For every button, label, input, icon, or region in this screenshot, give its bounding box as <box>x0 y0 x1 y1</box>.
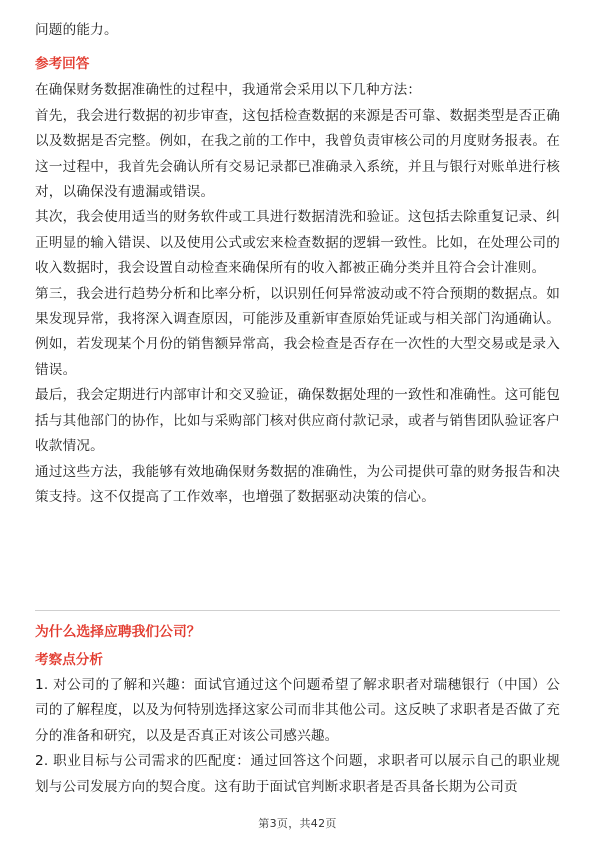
analysis-point-2: 2. 职业目标与公司需求的匹配度：通过回答这个问题，求职者可以展示自己的职业规划与公司发展方向的契合度。这有助于面试官判断求职者是否具备长期为公司贡 <box>35 753 560 795</box>
section-divider <box>35 610 560 611</box>
analysis-point-1: 1. 对公司的了解和兴趣：面试官通过这个问题希望了解求职者对瑞穗银行（中国）公司的了解程度，以及为何特别选择这家公司而非其他公司。这反映了求职者是否做了充分的准备和研究，以及是否真正对该公司感兴趣。 <box>35 677 560 744</box>
question-section <box>35 620 560 800</box>
answer-paragraph-second: 其次，我会使用适当的财务软件或工具进行数据清洗和验证。这包括去除重复记录、纠正明显的输入错误、以及使用公式或宏来检查数据的逻辑一致性。比如，在处理公司的收入数据时，我会设置自动检查来确保所有的收入都被正确分类并且符合会计准则。 <box>35 209 560 277</box>
answer-paragraph-intro: 在确保财务数据准确性的过程中，我通常会采用以下几种方法： <box>35 82 422 99</box>
reference-answer-heading: 参考回答 <box>35 56 90 73</box>
answer-paragraph-conclusion: 通过这些方法，我能够有效地确保财务数据的准确性，为公司提供可靠的财务报告和决策支持。这不仅提高了工作效率，也增强了数据驱动决策的信心。 <box>35 463 560 505</box>
answer-paragraph-finally: 最后，我会定期进行内部审计和交叉验证，确保数据处理的一致性和准确性。这可能包括与其他部门的协作，比如与采购部门核对供应商付款记录，或者与销售团队验证客户收款情况。 <box>35 387 560 455</box>
answer-paragraph-first: 首先，我会进行数据的初步审查，这包括检查数据的来源是否可靠、数据类型是否正确以及数据是否完整。例如，在我之前的工作中，我曾负责审核公司的月度财务报表。在这一过程中，我首先会确认所有交易记录都已准确录入系统，并且与银行对账单进行核对，以确保没有遗漏或错误。 <box>35 107 560 201</box>
answer-paragraph-third: 第三，我会进行趋势分析和比率分析，以识别任何异常波动或不符合预期的数据点。如果发现异常，我将深入调查原因，可能涉及重新审查原始凭证或与相关部门沟通确认。例如，若发现某个月份的销售额异常高，我会检查是否存在一次性的大型交易或是录入错误。 <box>35 285 560 378</box>
intro-tail-text: 问题的能力。 <box>35 22 118 38</box>
analysis-heading: 考察点分析 <box>35 652 103 668</box>
question-title: 为什么选择应聘我们公司？ <box>35 624 201 640</box>
page-number: 第3页，共42页 <box>258 817 337 830</box>
main-content <box>35 18 560 510</box>
